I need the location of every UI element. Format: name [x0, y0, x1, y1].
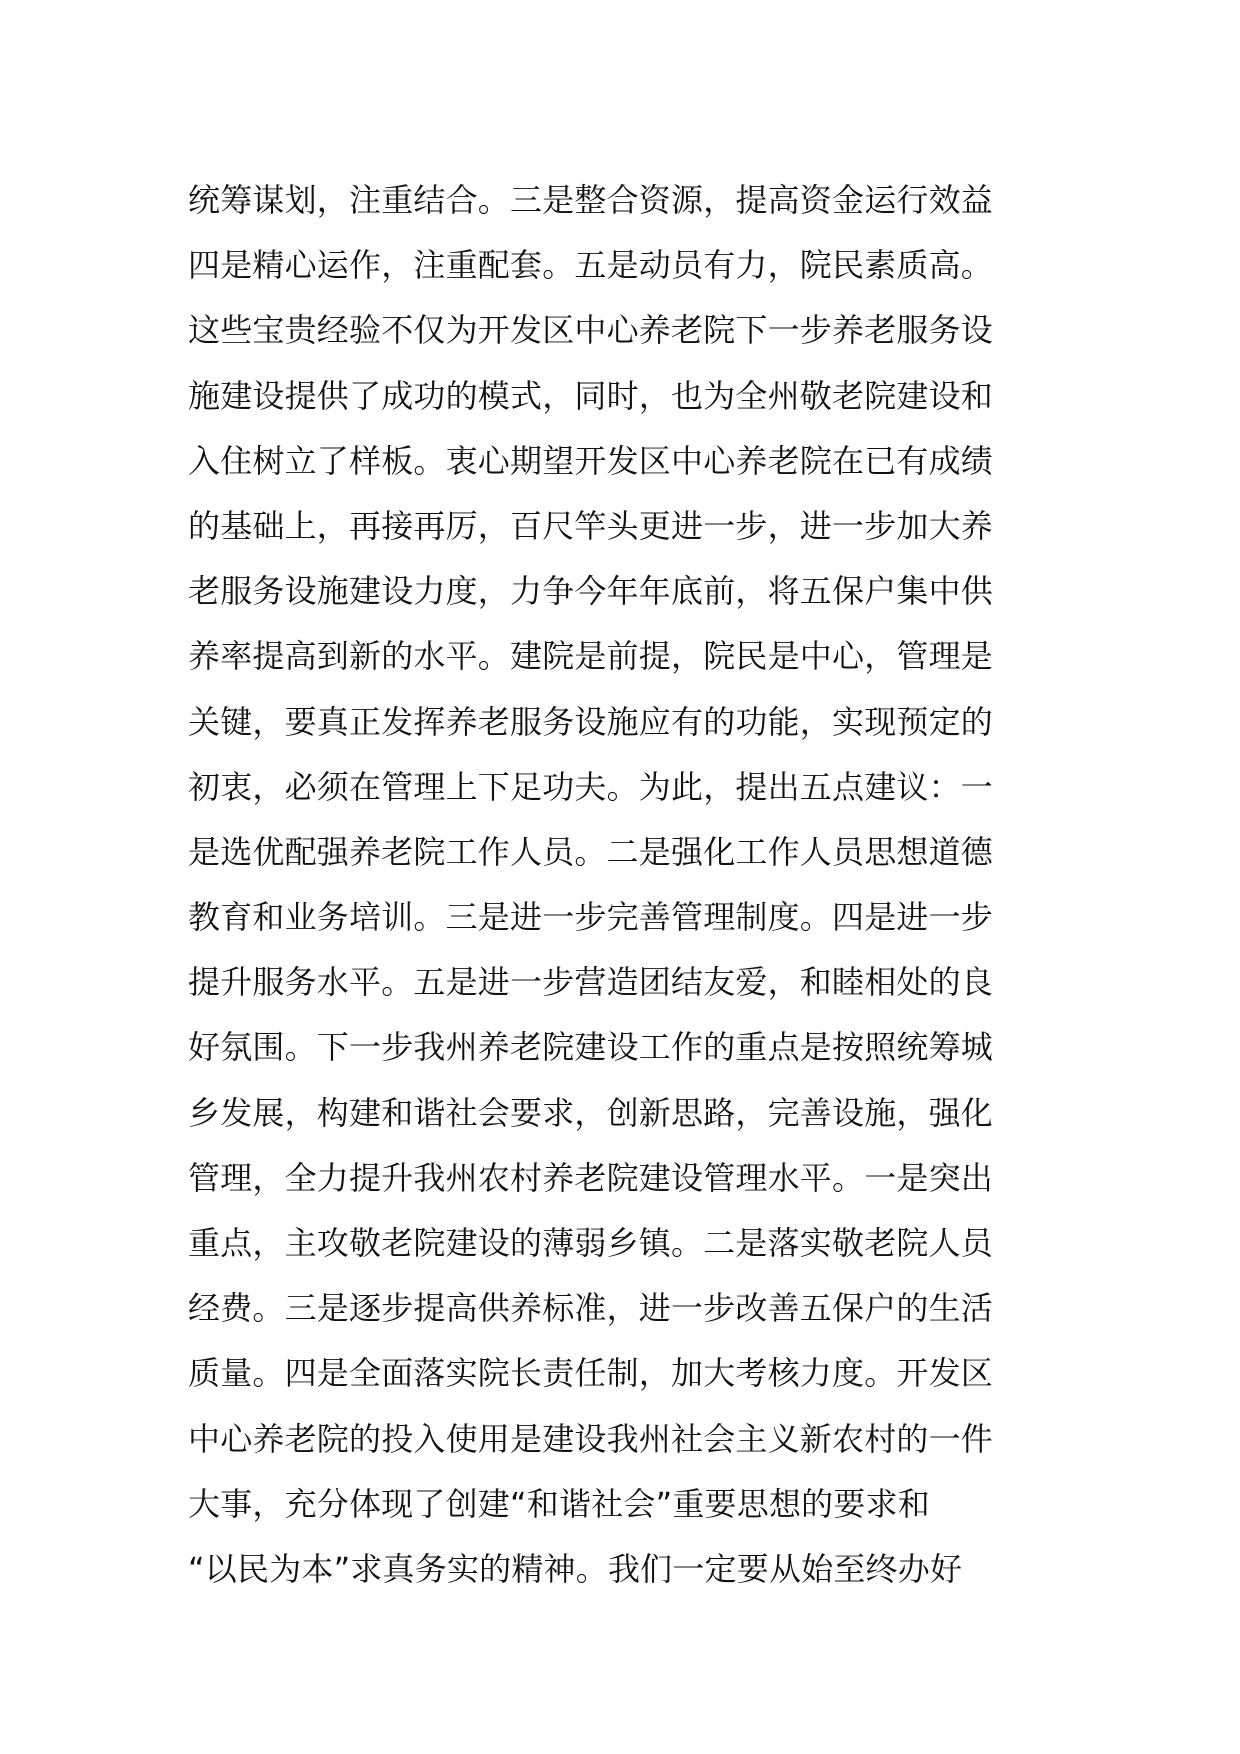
text-line: 大事，充分体现了创建“和谐社会”重要思想的要求和 — [188, 1484, 930, 1523]
body-text — [188, 168, 1068, 1602]
text-line: 教育和业务培训。三是进一步完善管理制度。四是进一步 — [188, 898, 994, 937]
text-line: 好氛围。下一步我州养老院建设工作的重点是按照统筹城 — [188, 1028, 994, 1067]
text-line: 施建设提供了成功的模式，同时，也为全州敬老院建设和 — [188, 376, 994, 415]
text-line: 质量。四是全面落实院长责任制，加大考核力度。开发区 — [188, 1354, 994, 1393]
text-line: 初衷，必须在管理上下足功夫。为此，提出五点建议：一 — [188, 767, 994, 806]
text-line: 统筹谋划，注重结合。三是整合资源，提高资金运行效益 — [188, 181, 994, 219]
text-line: 乡发展，构建和谐社会要求，创新思路，完善设施，强化 — [188, 1093, 994, 1132]
text-line: 入住树立了样板。衷心期望开发区中心养老院在已有成绩 — [188, 441, 994, 480]
text-line: 关键，要真正发挥养老服务设施应有的功能，实现预定的 — [188, 702, 994, 741]
text-line: 提升服务水平。五是进一步营造团结友爱，和睦相处的良 — [188, 963, 994, 1002]
text-line: 的基础上，再接再厉，百尺竿头更进一步，进一步加大养 — [188, 506, 994, 545]
text-line: 经费。三是逐步提高供养标准，进一步改善五保户的生活 — [188, 1289, 994, 1328]
text-line: 四是精心运作，注重配套。五是动员有力，院民素质高。 — [188, 246, 994, 285]
text-line: 养率提高到新的水平。建院是前提，院民是中心，管理是 — [188, 637, 994, 676]
text-line: 老服务设施建设力度，力争今年年底前，将五保户集中供 — [188, 572, 994, 611]
text-line: 是选优配强养老院工作人员。二是强化工作人员思想道德 — [188, 832, 994, 871]
text-line: 重点，主攻敬老院建设的薄弱乡镇。二是落实敬老院人员 — [188, 1224, 994, 1262]
text-line: 中心养老院的投入使用是建设我州社会主义新农村的一件 — [188, 1419, 994, 1458]
text-line: 这些宝贵经验不仅为开发区中心养老院下一步养老服务设 — [188, 311, 994, 350]
text-line: “以民为本”求真务实的精神。我们一定要从始至终办好 — [188, 1549, 963, 1588]
text-line: 管理，全力提升我州农村养老院建设管理水平。一是突出 — [188, 1158, 994, 1197]
